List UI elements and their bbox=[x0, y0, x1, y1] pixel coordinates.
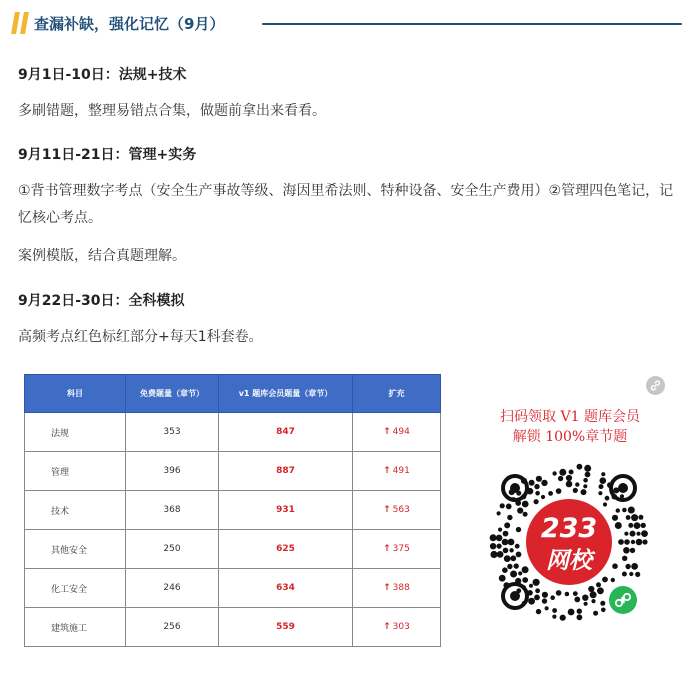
cell-free: 396 bbox=[126, 452, 219, 491]
table-row bbox=[25, 413, 441, 452]
cell-subject: 建筑施工 bbox=[25, 608, 126, 647]
question-count-table bbox=[24, 374, 441, 647]
qr-dot bbox=[631, 563, 638, 570]
col-vip: v1 题库会员题量（章节） bbox=[219, 375, 353, 413]
double-bar-icon bbox=[10, 12, 32, 34]
logo-number: 233 bbox=[540, 513, 598, 544]
qr-dot bbox=[581, 489, 587, 495]
qr-dot bbox=[490, 534, 497, 541]
qr-dot bbox=[601, 472, 605, 476]
qr-dot bbox=[498, 528, 502, 532]
qr-dot bbox=[528, 598, 535, 605]
qr-dot bbox=[636, 532, 640, 536]
qr-dot bbox=[582, 595, 588, 601]
qr-dot bbox=[616, 508, 620, 512]
cell-free: 353 bbox=[126, 413, 219, 452]
qr-dot bbox=[612, 563, 618, 569]
qr-dot bbox=[593, 611, 598, 616]
qr-dot bbox=[517, 508, 523, 514]
qr-dot bbox=[510, 571, 517, 578]
qr-dot bbox=[534, 484, 539, 489]
qr-dot bbox=[573, 488, 578, 493]
qr-dot bbox=[630, 548, 635, 553]
cell-subject: 化工安全 bbox=[25, 569, 126, 608]
qr-dot bbox=[515, 544, 520, 549]
qr-finder-dot bbox=[510, 483, 520, 493]
cell-vip: 887 bbox=[219, 452, 353, 491]
qr-dot bbox=[508, 539, 515, 546]
qr-dot bbox=[584, 602, 588, 606]
qr-dot bbox=[641, 523, 646, 528]
qr-dot bbox=[573, 591, 578, 596]
period-text-2b: 案例模版，结合真题理解。 bbox=[18, 248, 186, 264]
qr-dot bbox=[552, 615, 556, 619]
qr-dot bbox=[622, 572, 627, 577]
qr-dot bbox=[516, 552, 522, 558]
cell-subject: 技术 bbox=[25, 491, 126, 530]
cell-free: 250 bbox=[126, 530, 219, 569]
qr-dot bbox=[631, 540, 635, 544]
table-row bbox=[25, 491, 441, 530]
qr-dot bbox=[490, 543, 496, 549]
qr-dot bbox=[628, 523, 633, 528]
cell-extra: ↑ 491 bbox=[353, 452, 441, 491]
qr-dot bbox=[560, 615, 566, 621]
qr-dot bbox=[497, 551, 504, 558]
qr-dot bbox=[596, 582, 601, 587]
qr-dot bbox=[502, 567, 508, 573]
qr-dot bbox=[559, 469, 566, 476]
arrow-up-icon: ↑ bbox=[383, 466, 391, 476]
qr-dot bbox=[629, 572, 633, 576]
qr-dot bbox=[507, 564, 512, 569]
period-text-1: 多刷错题，整理易错点合集，做题前拿出来看看。 bbox=[18, 103, 326, 119]
qr-dot bbox=[568, 609, 575, 616]
cell-subject: 其他安全 bbox=[25, 530, 126, 569]
cell-free: 368 bbox=[126, 491, 219, 530]
qr-dot bbox=[504, 555, 511, 562]
qr-dot bbox=[615, 522, 622, 529]
qr-dot bbox=[522, 501, 529, 508]
qr-dot bbox=[624, 532, 628, 536]
qr-dot bbox=[507, 515, 512, 520]
qr-dot bbox=[577, 609, 582, 614]
qr-dot bbox=[496, 535, 503, 542]
qr-dot bbox=[518, 571, 522, 575]
qr-dot bbox=[624, 539, 630, 545]
qr-dot bbox=[510, 555, 516, 561]
qr-dot bbox=[612, 515, 618, 521]
cell-extra: ↑ 494 bbox=[353, 413, 441, 452]
qr-dot bbox=[542, 598, 547, 603]
qr-dot bbox=[588, 586, 594, 592]
qr-dot bbox=[504, 522, 510, 528]
qr-dot bbox=[566, 475, 572, 481]
qr-dot bbox=[597, 587, 604, 594]
arrow-up-icon: ↑ bbox=[383, 622, 391, 632]
qr-dot bbox=[591, 599, 595, 603]
col-free: 免费题量（章节） bbox=[126, 375, 219, 413]
period-text-2: ①背书管理数字考点（安全生产事故等级、海因里希法则、特种设备、安全生产费用）②管理四色笔记，记忆核心考点。 bbox=[18, 183, 674, 226]
cell-vip: 847 bbox=[219, 413, 353, 452]
qr-dot bbox=[558, 476, 563, 481]
col-extra: 扩充 bbox=[353, 375, 441, 413]
section-header bbox=[10, 10, 682, 38]
qr-dot bbox=[497, 544, 502, 549]
qr-dot bbox=[590, 591, 597, 598]
qr-dot bbox=[634, 522, 641, 529]
qr-dot bbox=[625, 564, 630, 569]
qr-dot bbox=[534, 499, 539, 504]
qr-dot bbox=[502, 539, 509, 546]
cell-subject: 法规 bbox=[25, 413, 126, 452]
qr-dot bbox=[499, 575, 506, 582]
qr-dot bbox=[635, 572, 640, 577]
link-icon[interactable] bbox=[646, 376, 665, 395]
qr-dot bbox=[497, 511, 501, 515]
qr-dot bbox=[565, 592, 570, 597]
cell-free: 256 bbox=[126, 608, 219, 647]
qr-dot bbox=[529, 480, 535, 486]
qr-dot bbox=[585, 472, 591, 478]
qr-dot bbox=[641, 530, 648, 537]
qr-dot bbox=[600, 477, 607, 484]
table-row bbox=[25, 452, 441, 491]
qr-finder-dot bbox=[618, 483, 628, 493]
qr-dot bbox=[577, 464, 583, 470]
qr-dot bbox=[556, 590, 562, 596]
qr-dot bbox=[536, 609, 541, 614]
qr-dot bbox=[626, 515, 631, 520]
cell-vip: 625 bbox=[219, 530, 353, 569]
cell-extra: ↑ 388 bbox=[353, 569, 441, 608]
qr-dot bbox=[584, 465, 591, 472]
qr-dot bbox=[611, 578, 615, 582]
qr-dot bbox=[506, 504, 512, 510]
qr-dot bbox=[514, 563, 519, 568]
logo-text: 网校 bbox=[546, 548, 592, 574]
qr-dot bbox=[642, 539, 647, 544]
qr-dot bbox=[545, 606, 549, 610]
promo-line-1: 扫码领取 V1 题库会员 bbox=[500, 409, 640, 425]
qr-dot bbox=[535, 491, 540, 496]
table-row bbox=[25, 530, 441, 569]
qr-dot bbox=[535, 588, 540, 593]
qr-dot bbox=[552, 608, 557, 613]
qr-dot bbox=[638, 515, 643, 520]
qr-dot bbox=[523, 512, 528, 517]
qr-dot bbox=[534, 595, 540, 601]
qr-dot bbox=[574, 597, 580, 603]
qr-dot bbox=[500, 503, 505, 508]
cell-extra: ↑ 303 bbox=[353, 608, 441, 647]
qr-dot bbox=[503, 548, 509, 554]
qr-dot bbox=[516, 527, 521, 532]
qr-dot bbox=[522, 577, 528, 583]
qr-dot bbox=[541, 480, 547, 486]
qr-dot bbox=[622, 556, 627, 561]
qr-dot bbox=[503, 531, 509, 537]
qr-dot bbox=[533, 579, 540, 586]
section-title: 查漏补缺，强化记忆（9月） bbox=[34, 15, 225, 33]
qr-dot bbox=[522, 566, 529, 573]
qr-dot bbox=[552, 471, 556, 475]
cell-free: 246 bbox=[126, 569, 219, 608]
table-row bbox=[25, 569, 441, 608]
arrow-up-icon: ↑ bbox=[383, 427, 391, 437]
qr-dot bbox=[556, 488, 562, 494]
qr-dot bbox=[602, 577, 608, 583]
arrow-up-icon: ↑ bbox=[383, 544, 391, 554]
period-heading-2: 9月11日-21日：管理+实务 bbox=[18, 147, 197, 163]
cell-vip: 559 bbox=[219, 608, 353, 647]
qr-dot bbox=[618, 539, 624, 545]
qr-dot bbox=[599, 484, 604, 489]
qr-dot bbox=[583, 484, 587, 488]
qr-dot bbox=[583, 478, 588, 483]
qr-dot bbox=[569, 470, 574, 475]
qr-dot bbox=[631, 514, 638, 521]
qr-dot bbox=[577, 614, 583, 620]
table-row bbox=[25, 608, 441, 647]
promo-line-2: 解锁 100%章节题 bbox=[512, 429, 628, 445]
table-header-row bbox=[25, 375, 441, 413]
cell-subject: 管理 bbox=[25, 452, 126, 491]
qr-finder-dot bbox=[510, 591, 520, 601]
arrow-up-icon: ↑ bbox=[383, 505, 391, 515]
qr-dot bbox=[541, 495, 545, 499]
qr-dot bbox=[630, 531, 636, 537]
qr-dot bbox=[509, 548, 513, 552]
qr-dot bbox=[536, 476, 542, 482]
qr-dot bbox=[542, 592, 548, 598]
qr-dot bbox=[600, 601, 605, 606]
cell-vip: 931 bbox=[219, 491, 353, 530]
cell-vip: 634 bbox=[219, 569, 353, 608]
qr-dot bbox=[601, 608, 606, 613]
period-text-3: 高频考点红色标红部分+每天1科套卷。 bbox=[18, 329, 263, 345]
qr-dot bbox=[490, 551, 497, 558]
mini-program-icon bbox=[609, 586, 637, 614]
period-heading-1: 9月1日-10日：法规+技术 bbox=[18, 67, 187, 83]
qr-dot bbox=[628, 507, 635, 514]
qr-dot bbox=[603, 502, 607, 506]
qr-dot bbox=[529, 584, 533, 588]
qr-dot bbox=[550, 595, 555, 600]
header-divider bbox=[262, 23, 682, 25]
col-subject: 科目 bbox=[25, 375, 126, 413]
qr-dot bbox=[575, 482, 579, 486]
qr-dot bbox=[566, 481, 573, 488]
mini-program-qr-code[interactable] bbox=[487, 460, 651, 624]
qr-dot bbox=[548, 491, 553, 496]
qr-dot bbox=[598, 491, 602, 495]
qr-dot bbox=[605, 496, 610, 501]
arrow-up-icon: ↑ bbox=[383, 583, 391, 593]
qr-dot bbox=[622, 508, 627, 513]
qr-dot bbox=[636, 539, 643, 546]
qr-dot bbox=[623, 547, 630, 554]
period-heading-3: 9月22日-30日：全科模拟 bbox=[18, 293, 185, 309]
cell-extra: ↑ 563 bbox=[353, 491, 441, 530]
cell-extra: ↑ 375 bbox=[353, 530, 441, 569]
